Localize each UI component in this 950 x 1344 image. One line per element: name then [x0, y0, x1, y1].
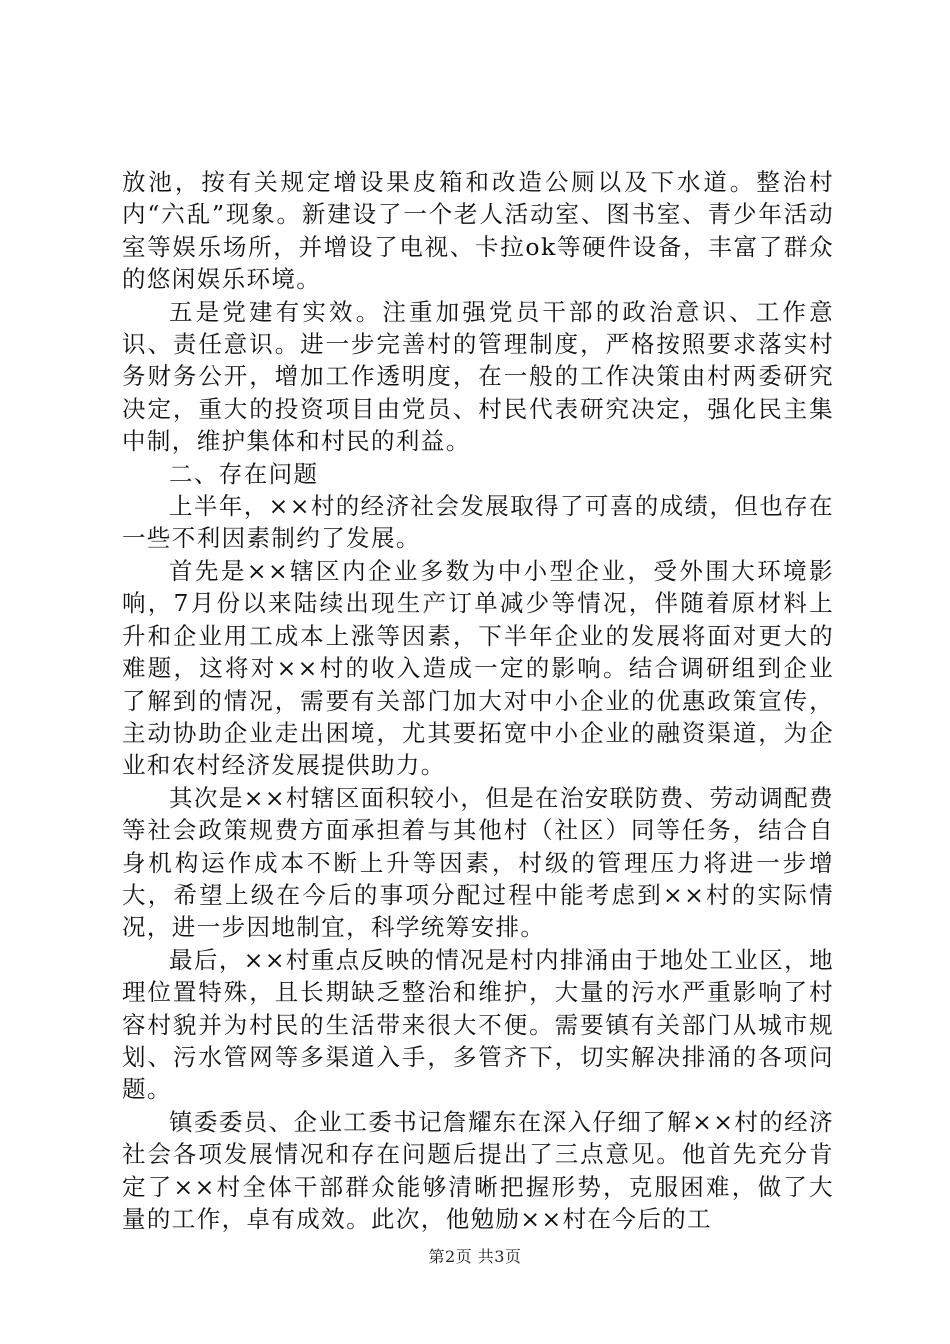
section-heading-problems: 二、存在问题 — [169, 459, 319, 488]
paragraph-last-issue: 最后，××村重点反映的情况是村内排涌由于地处工业区，地理位置特殊，且长期缺乏整治和维护，大量的污水严重影响了村容村貌并为村民的生活带来很大不便。需要镇有关部门从城市规划、污水管网等多渠道入手，多管齐下，切实解决排涌的各项问题。 — [122, 945, 834, 1104]
paragraph-opinions: 镇委委员、企业工委书记詹耀东在深入仔细了解××村的经济社会各项发展情况和存在问题后提出了三点意见。他首先充分肯定了××村全体干部群众能够清晰把握形势，克服困难，做了大量的工作，卓有成效。此次，他勉励××村在今后的工 — [122, 1107, 834, 1233]
paragraph-continuation: 放池，按有关规定增设果皮箱和改造公厕以及下水道。整治村内“六乱”现象。新建设了一个老人活动室、图书室、青少年活动室等娱乐场所，并增设了电视、卡拉ok等硬件设备，丰富了群众的悠闲娱乐环境。 — [122, 168, 834, 294]
paragraph-first-issue: 首先是××辖区内企业多数为中小型企业，受外围大环境影响，7月份以来陆续出现生产订单减少等情况，伴随着原材料上升和企业用工成本上涨等因素，下半年企业的发展将面对更大的难题，这将对××村的收入造成一定的影响。结合调研组到企业了解到的情况，需要有关部门加大对中小企业的优惠政策宣传，主动协助企业走出困境，尤其要拓宽中小企业的融资渠道，为企业和农村经济发展提供助力。 — [122, 556, 834, 780]
paragraph-party-building: 五是党建有实效。注重加强党员干部的政治意识、工作意识、责任意识。进一步完善村的管理制度，严格按照要求落实村务财务公开，增加工作透明度，在一般的工作决策由村两委研究决定，重大的投资项目由党员、村民代表研究决定，强化民主集中制，维护集体和村民的利益。 — [122, 297, 834, 456]
paragraph-first-half-summary: 上半年，××村的经济社会发展取得了可喜的成绩，但也存在一些不利因素制约了发展。 — [122, 492, 834, 553]
paragraph-second-issue: 其次是××村辖区面积较小，但是在治安联防费、劳动调配费等社会政策规费方面承担着与其他村（社区）同等任务，结合自身机构运作成本不断上升等因素，村级的管理压力将进一步增大，希望上级在今后的事项分配过程中能考虑到××村的实际情况，进一步因地制宜，科学统筹安排。 — [122, 783, 834, 942]
document-body — [122, 166, 834, 1235]
page-footer: 第2页 共3页 — [428, 1247, 522, 1266]
